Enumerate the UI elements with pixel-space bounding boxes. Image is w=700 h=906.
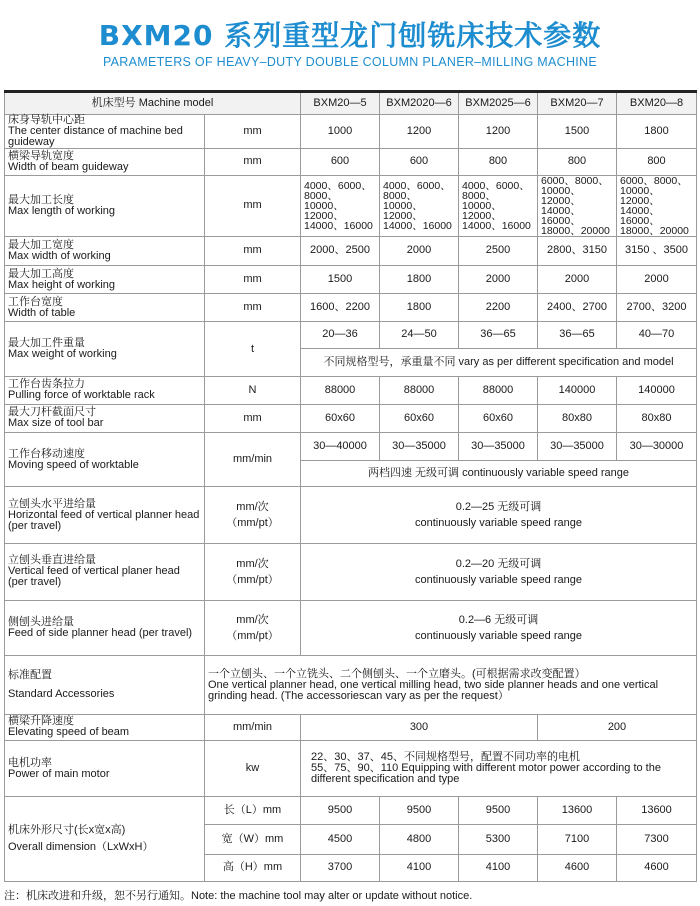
- param-label: 横梁导轨宽度 Width of beam guideway: [5, 149, 205, 175]
- unit-cell: mm/次 （mm/pt）: [205, 543, 301, 600]
- value-cell: 30—30000: [617, 433, 697, 461]
- model-header: BXM20—8: [617, 92, 697, 115]
- value-cell: 6000、8000、10000、12000、14000、16000、18000、20000: [617, 175, 697, 236]
- unit-cell: mm: [205, 149, 301, 175]
- unit-cell: mm/min: [205, 714, 301, 740]
- param-label: 最大加工件重量 Max weight of working: [5, 322, 205, 376]
- param-label: 立刨头垂直进给量 Vertical feed of vertical planer head (per travel): [5, 543, 205, 600]
- unit-cell: kw: [205, 740, 301, 796]
- value-cell: 1500: [301, 266, 380, 294]
- header-row: [5, 92, 697, 115]
- table-row: [5, 294, 697, 322]
- param-label: 电机功率 Power of main motor: [5, 740, 205, 796]
- model-header: BXM20—7: [538, 92, 617, 115]
- model-header: BXM2025—6: [459, 92, 538, 115]
- value-cell: 4600: [538, 854, 617, 881]
- value-cell: 4800: [380, 825, 459, 854]
- feed-range-cell: 0.2—20 无级可调 continuously variable speed range: [301, 543, 697, 600]
- value-cell: 2200: [459, 294, 538, 322]
- param-label: 最大加工高度 Max height of working: [5, 266, 205, 294]
- param-label: 工作台齿条拉力 Pulling force of worktable rack: [5, 376, 205, 404]
- feed-range-cell: 0.2—25 无级可调 continuously variable speed range: [301, 487, 697, 543]
- value-cell: 36—65: [538, 322, 617, 348]
- table-row: [5, 543, 697, 600]
- value-cell: 36—65: [459, 322, 538, 348]
- unit-cell: t: [205, 322, 301, 376]
- value-cell: 9500: [301, 797, 380, 825]
- table-row: [5, 433, 697, 461]
- unit-cell: mm: [205, 294, 301, 322]
- param-label: 侧刨头进给量 Feed of side planner head (per travel): [5, 601, 205, 656]
- unit-cell: 宽（W）mm: [205, 825, 301, 854]
- accessories-cell: 一个立刨头、一个立铣头、二个侧刨头、一个立磨头。(可根据需求改变配置） One vertical planner head, one vertical milling head, two side planner heads and one vertical grinding head. (The accessoriescan vary as per the request）: [205, 656, 697, 714]
- param-label: 横梁升降速度 Elevating speed of beam: [5, 714, 205, 740]
- model-header: BXM20—5: [301, 92, 380, 115]
- value-cell: 24—50: [380, 322, 459, 348]
- value-cell: 4000、6000、8000、10000、12000、14000、16000: [380, 175, 459, 236]
- table-row: [5, 322, 697, 348]
- value-cell: 140000: [538, 376, 617, 404]
- motor-cell: 22、30、37、45、不同规格型号，配置不同功率的电机 55、75、90、110 Equipping with different motor power according to the different specification and type: [301, 740, 697, 796]
- value-cell: 88000: [459, 376, 538, 404]
- param-label: 立刨头水平进给量 Horizontal feed of vertical planner head (per travel): [5, 487, 205, 543]
- param-label: 床身导轨中心距 The center distance of machine bed guideway: [5, 115, 205, 149]
- note-cell: 两档四速 无级可调 continuously variable speed range: [301, 461, 697, 487]
- table-row: [5, 740, 697, 796]
- value-cell: 80x80: [617, 404, 697, 432]
- value-cell: 1600、2200: [301, 294, 380, 322]
- value-cell: 1800: [380, 294, 459, 322]
- value-cell: 2000: [459, 266, 538, 294]
- table-row: [5, 115, 697, 149]
- value-cell: 5300: [459, 825, 538, 854]
- unit-cell: mm: [205, 236, 301, 265]
- parameters-table: [4, 90, 697, 882]
- value-cell: 2000: [538, 266, 617, 294]
- value-cell: 1200: [459, 115, 538, 149]
- value-cell: 600: [301, 149, 380, 175]
- value-cell: 2000: [617, 266, 697, 294]
- value-cell: 3150 、3500: [617, 236, 697, 265]
- page-subtitle: PARAMETERS OF HEAVY–DUTY DOUBLE COLUMN PLANER–MILLING MACHINE: [102, 55, 598, 69]
- value-cell: 2500: [459, 236, 538, 265]
- value-cell: 4500: [301, 825, 380, 854]
- value-cell: 1500: [538, 115, 617, 149]
- value-cell: 13600: [538, 797, 617, 825]
- value-cell: 4100: [380, 854, 459, 881]
- unit-cell: mm: [205, 404, 301, 432]
- value-cell: 4600: [617, 854, 697, 881]
- value-cell: 300: [301, 714, 538, 740]
- value-cell: 2000、2500: [301, 236, 380, 265]
- unit-cell: 高（H）mm: [205, 854, 301, 881]
- table-row: [5, 714, 697, 740]
- table-row: [5, 266, 697, 294]
- value-cell: 2800、3150: [538, 236, 617, 265]
- param-label: 最大加工长度 Max length of working: [5, 175, 205, 236]
- table-row: [5, 175, 697, 236]
- unit-cell: N: [205, 376, 301, 404]
- value-cell: 800: [459, 149, 538, 175]
- value-cell: 2000: [380, 236, 459, 265]
- table-row: [5, 656, 697, 714]
- table-row: [5, 376, 697, 404]
- value-cell: 2400、2700: [538, 294, 617, 322]
- feed-range-cell: 0.2—6 无级可调 continuously variable speed range: [301, 601, 697, 656]
- unit-cell: mm/次 （mm/pt）: [205, 487, 301, 543]
- value-cell: 200: [538, 714, 697, 740]
- value-cell: 7100: [538, 825, 617, 854]
- value-cell: 6000、8000、10000、12000、14000、16000、18000、20000: [538, 175, 617, 236]
- unit-cell: 长（L）mm: [205, 797, 301, 825]
- value-cell: 2700、3200: [617, 294, 697, 322]
- unit-cell: mm/次 （mm/pt）: [205, 601, 301, 656]
- value-cell: 9500: [459, 797, 538, 825]
- value-cell: 4000、6000、8000、10000、12000、14000、16000: [301, 175, 380, 236]
- value-cell: 3700: [301, 854, 380, 881]
- param-label: 工作台宽度 Width of table: [5, 294, 205, 322]
- table-row: [5, 236, 697, 265]
- model-header: BXM2020—6: [380, 92, 459, 115]
- value-cell: 800: [617, 149, 697, 175]
- value-cell: 600: [380, 149, 459, 175]
- value-cell: 4100: [459, 854, 538, 881]
- table-row: [5, 601, 697, 656]
- value-cell: 60x60: [380, 404, 459, 432]
- table-row: [5, 149, 697, 175]
- value-cell: 30—35000: [538, 433, 617, 461]
- value-cell: 1000: [301, 115, 380, 149]
- value-cell: 1200: [380, 115, 459, 149]
- table-row: [5, 404, 697, 432]
- footnote: 注：机床改进和升级，恕不另行通知。Note: the machine tool may alter or update without notice.: [4, 890, 473, 902]
- page-title: BXM20 系列重型龙门刨铣床技术参数: [98, 19, 602, 52]
- value-cell: 88000: [301, 376, 380, 404]
- unit-cell: mm: [205, 175, 301, 236]
- value-cell: 80x80: [538, 404, 617, 432]
- value-cell: 1800: [380, 266, 459, 294]
- param-label: 机床外形尺寸(长x宽x高) Overall dimension（LxWxH）: [5, 797, 205, 882]
- table-row: [5, 487, 697, 543]
- unit-cell: mm: [205, 266, 301, 294]
- value-cell: 9500: [380, 797, 459, 825]
- value-cell: 20—36: [301, 322, 380, 348]
- param-label: 标准配置 Standard Accessories: [5, 656, 205, 714]
- value-cell: 1800: [617, 115, 697, 149]
- value-cell: 88000: [380, 376, 459, 404]
- unit-cell: mm/min: [205, 433, 301, 487]
- value-cell: 60x60: [301, 404, 380, 432]
- value-cell: 30—35000: [380, 433, 459, 461]
- machine-model-label: 机床型号 Machine model: [5, 92, 301, 115]
- table-row: [5, 797, 697, 825]
- value-cell: 7300: [617, 825, 697, 854]
- value-cell: 30—35000: [459, 433, 538, 461]
- param-label: 最大刀杆截面尺寸 Max size of tool bar: [5, 404, 205, 432]
- value-cell: 30—40000: [301, 433, 380, 461]
- param-label: 工作台移动速度 Moving speed of worktable: [5, 433, 205, 487]
- value-cell: 800: [538, 149, 617, 175]
- value-cell: 4000、6000、8000、10000、12000、14000、16000: [459, 175, 538, 236]
- note-cell: 不同规格型号，承重量不同 vary as per different specification and model: [301, 348, 697, 376]
- value-cell: 40—70: [617, 322, 697, 348]
- param-label: 最大加工宽度 Max width of working: [5, 236, 205, 265]
- value-cell: 13600: [617, 797, 697, 825]
- value-cell: 140000: [617, 376, 697, 404]
- value-cell: 60x60: [459, 404, 538, 432]
- unit-cell: mm: [205, 115, 301, 149]
